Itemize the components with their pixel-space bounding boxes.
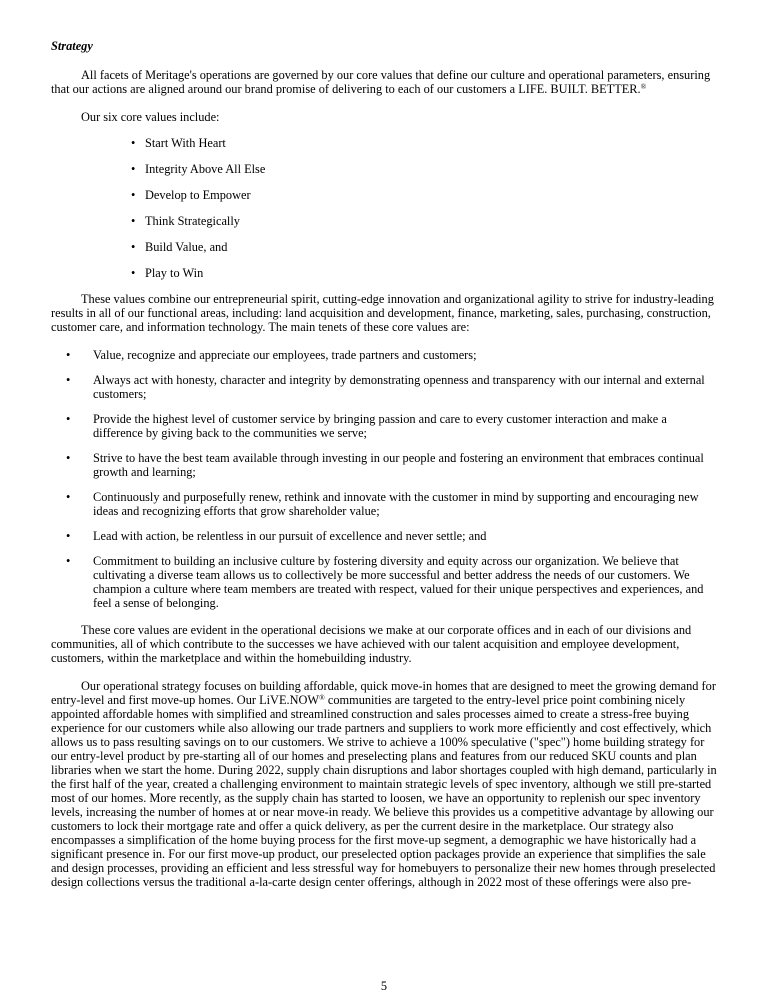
tenet-item [51,554,719,610]
document-page [51,39,719,903]
bullet-icon: • [66,490,71,504]
tenet-item [51,451,719,479]
strategy-text-rest: communities are targeted to the entry-level price point combining nicely appointed affordable homes with simplified and streamlined construction and sales processes aimed to create a stress-free buying experience for our customers while also allowing our trade partners and suppliers to work more efficiently and cost effectively, which allows us to pass resulting savings on to our customers. We strive to achieve a 100% speculative ("spec") home building strategy for our entry-level product by pre-starting all of our homes and preselecting plans and features from our reduced SKU counts and plan libraries when we start the home. During 2022, supply chain disruptions and labor shortages coupled with high demand, particularly in the first half of the year, created a challenging environment to maintain strategic levels of spec inventory, although we still pre-started most of our homes. More recently, as the supply chain has started to loosen, we have an opportunity to replenish our spec inventory levels, increasing the number of homes at or near move-in ready. We believe this provides us a competitive advantage by allowing our customers to lock their mortgage rate and offer a quick delivery, as per the current desire in the marketplace. Our strategy also encompasses a simplification of the home buying process for the first move-up segment, a demographic we have historically had a significant presence in. For our first move-up product, our preselected option packages provide an experience that simplifies the sale and design processes, providing an efficient and less stressful way for homebuyers to personalize their new homes through preselected design collections versus the traditional a-la-carte design center offerings, although in 2022 most of these offerings were also pre- [51,693,717,889]
tenet-item [51,373,719,401]
tenet-item [51,348,719,362]
bullet-icon: • [66,348,71,362]
tenet-item [51,490,719,518]
core-value-item: • Integrity Above All Else [131,162,719,176]
bullet-icon: • [66,529,71,543]
core-value-item: • Build Value, and [131,240,719,254]
registered-mark: ® [640,82,647,91]
core-values-list [131,136,719,280]
core-values-evidence-paragraph: These core values are evident in the operational decisions we make at our corporate offices and in each of our divisions and communities, all of which contribute to the successes we have achieved with our talent acquisition and employee development, customers, within the marketplace and within the homebuilding industry. [51,623,692,665]
tenet-text: Commitment to building an inclusive culture by fostering diversity and equity across our organization. We believe that cultivating a diverse team allows us to collectively be more successful and better address the needs of our customers. We champion a culture where team members are treated with respect, valued for their unique perspectives and experiences, and feel a sense of belonging. [93,554,704,610]
bullet-icon: • [66,412,71,426]
tenet-item [51,412,719,440]
intro-paragraph [51,68,719,96]
tenet-text: Provide the highest level of customer service by bringing passion and care to every customer interaction and make a difference by giving back to the communities we serve; [93,412,667,440]
tenet-text: Lead with action, be relentless in our pursuit of excellence and never settle; and [93,529,487,543]
intro-paragraph-text: All facets of Meritage's operations are governed by our core values that define our culture and operational parameters, ensuring that our actions are aligned around our brand promise of delivering to each of our customers a LIFE. BUILT. BETTER. [51,68,711,96]
core-value-item: • Think Strategically [131,214,719,228]
bullet-icon: • [66,554,71,568]
tenet-item [51,529,719,543]
core-value-item: • Develop to Empower [131,188,719,202]
core-values-intro: Our six core values include: [81,110,220,124]
values-paragraph: These values combine our entrepreneurial spirit, cutting-edge innovation and organizational agility to strive for industry-leading results in all of our functional areas, including: land acquisition and development, finance, marketing, sales, purchasing, construction, customer care, and information technology. The main tenets of these core values are: [51,292,714,334]
strategy-text-start: Our operational strategy focuses on building affordable, quick move-in homes that are designed to meet the growing demand for entry-level and first move-up homes. Our LiVE.NOW [51,679,716,707]
operational-strategy-paragraph [51,679,719,889]
bullet-icon: • [66,451,71,465]
core-value-item: • Start With Heart [131,136,719,150]
tenet-text: Value, recognize and appreciate our employees, trade partners and customers; [93,348,477,362]
bullet-icon: • [66,373,71,387]
section-heading: Strategy [51,39,93,53]
tenet-text: Strive to have the best team available through investing in our people and fostering an environment that embraces continual growth and learning; [93,451,704,479]
page-number: 5 [380,979,388,993]
tenet-text: Always act with honesty, character and integrity by demonstrating openness and transparency with our internal and external customers; [93,373,705,401]
registered-mark: ® [319,693,325,702]
core-value-item: • Play to Win [131,266,719,280]
tenets-list [51,348,719,610]
tenet-text: Continuously and purposefully renew, rethink and innovate with the customer in mind by supporting and encouraging new ideas and recognizing efforts that grow shareholder value; [93,490,699,518]
